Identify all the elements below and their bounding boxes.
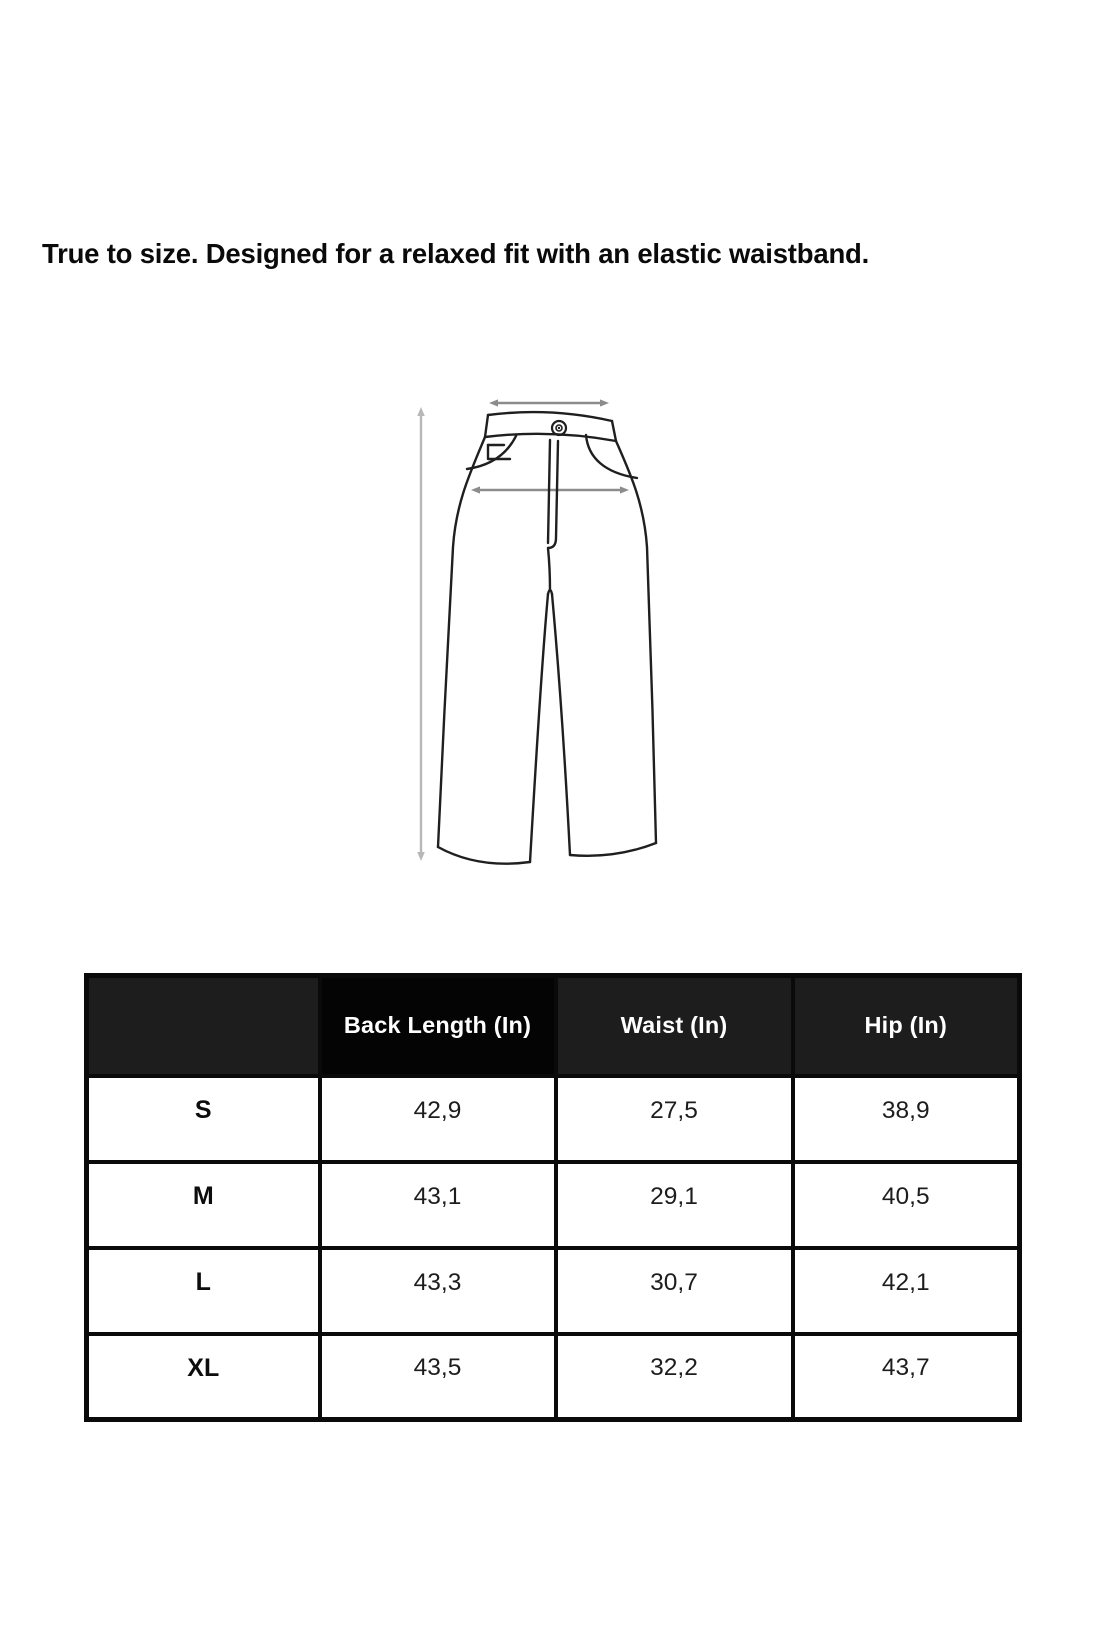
size-table-header-row [87,976,1020,1076]
cell-l-back-length: 43,3 [320,1248,556,1334]
pants-outline [438,412,656,864]
cell-s-waist: 27,5 [556,1076,793,1162]
table-row-m [87,1162,1020,1248]
cell-m-waist: 29,1 [556,1162,793,1248]
cell-xl-hip: 43,7 [793,1334,1020,1420]
cell-s-back-length: 42,9 [320,1076,556,1162]
size-label-m: M [87,1162,320,1248]
cell-xl-waist: 32,2 [556,1334,793,1420]
cell-s-hip: 38,9 [793,1076,1020,1162]
cell-l-waist: 30,7 [556,1248,793,1334]
col-header-hip: Hip (In) [793,976,1020,1076]
cell-xl-back-length: 43,5 [320,1334,556,1420]
pants-sketch-svg [390,378,670,878]
back-length-arrow [417,407,425,861]
cell-m-back-length: 43,1 [320,1162,556,1248]
size-label-s: S [87,1076,320,1162]
col-header-waist: Waist (In) [556,976,793,1076]
table-corner-cell [87,976,320,1076]
size-label-xl: XL [87,1334,320,1420]
pants-size-diagram [390,378,670,878]
size-label-l: L [87,1248,320,1334]
waist-width-arrow [489,399,609,406]
waist-button-icon [552,421,566,435]
cell-l-hip: 42,1 [793,1248,1020,1334]
table-row-xl [87,1334,1020,1420]
col-header-back-length: Back Length (In) [320,976,556,1076]
size-table [84,973,1022,1422]
table-row-l [87,1248,1020,1334]
cell-m-hip: 40,5 [793,1162,1020,1248]
table-row-s [87,1076,1020,1162]
fit-description-headline: True to size. Designed for a relaxed fit with an elastic waistband. [42,238,870,269]
